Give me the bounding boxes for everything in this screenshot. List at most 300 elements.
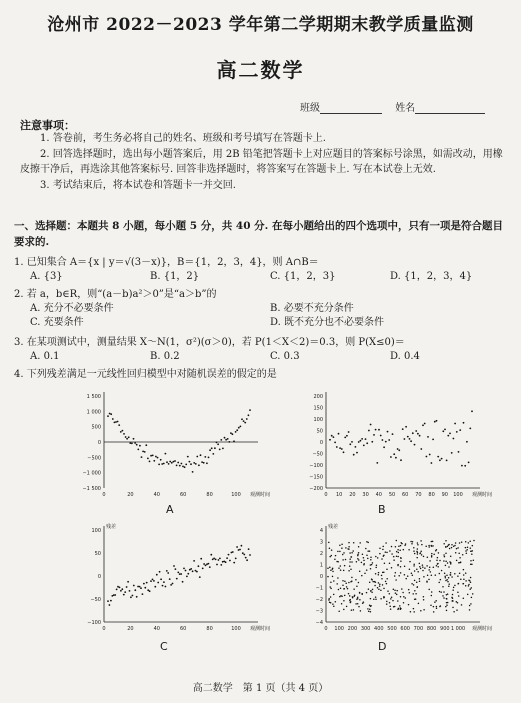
residual-point — [420, 610, 422, 612]
x-tick-label: 40 — [375, 492, 382, 498]
residual-point — [349, 595, 351, 597]
residual-point — [445, 553, 447, 555]
residual-point — [425, 546, 427, 548]
residual-point — [437, 563, 439, 565]
option-d[interactable]: D. 0.4 — [390, 351, 420, 362]
residual-point — [449, 574, 451, 576]
residual-point — [329, 586, 331, 588]
residual-point — [416, 581, 418, 583]
residual-point — [427, 557, 429, 559]
residual-point — [466, 553, 468, 555]
residual-point — [388, 439, 390, 441]
residual-point — [390, 598, 392, 600]
residual-point — [369, 581, 371, 583]
residual-point — [370, 568, 372, 570]
residual-point — [176, 578, 178, 580]
option-d[interactable]: D. {1，2，3，4} — [390, 271, 473, 282]
residual-point — [203, 563, 205, 565]
residual-point — [139, 445, 141, 447]
residual-point — [445, 565, 447, 567]
residual-point — [440, 591, 442, 593]
residual-point — [379, 548, 381, 550]
residual-point — [371, 564, 373, 566]
residual-point — [377, 587, 379, 589]
residual-point — [376, 564, 378, 566]
residual-point — [407, 575, 409, 577]
residual-point — [470, 550, 472, 552]
residual-point — [469, 605, 471, 607]
residual-point — [472, 550, 474, 552]
residual-point — [444, 556, 446, 558]
residual-point — [330, 596, 332, 598]
residual-point — [398, 575, 400, 577]
residual-point — [355, 603, 357, 605]
question-3-stem: 3. 在某项测试中，测量结果 X～N(1，σ²)(σ＞0)，若 P(1＜X＜2)＝0.3，则 P(X≤0)＝ — [14, 337, 405, 348]
residual-point — [172, 583, 174, 585]
residual-point — [445, 580, 447, 582]
residual-point — [242, 552, 244, 554]
residual-point — [136, 444, 138, 446]
residual-point — [363, 560, 365, 562]
residual-point — [352, 596, 354, 598]
residual-point — [373, 434, 375, 436]
residual-point — [431, 591, 433, 593]
residual-point — [114, 422, 116, 424]
residual-point — [214, 447, 216, 449]
residual-point — [333, 580, 335, 582]
residual-point — [129, 442, 131, 444]
residual-point — [401, 543, 403, 545]
residual-point — [456, 560, 458, 562]
residual-point — [340, 569, 342, 571]
residual-point — [348, 593, 350, 595]
residual-point — [454, 573, 456, 575]
residual-point — [421, 554, 423, 556]
residual-point — [243, 420, 245, 422]
residual-point — [339, 551, 341, 553]
residual-point — [239, 549, 241, 551]
residual-point — [161, 463, 163, 465]
residual-point — [349, 443, 351, 445]
residual-point — [382, 546, 384, 548]
residual-plot-a — [70, 388, 270, 500]
residual-point — [405, 578, 407, 580]
residual-point — [372, 562, 374, 564]
residual-point — [396, 594, 398, 596]
residual-point — [133, 585, 135, 587]
residual-point — [198, 565, 200, 567]
option-a[interactable]: A. {3} — [30, 271, 63, 282]
option-b[interactable]: B. 必要不充分条件 — [270, 303, 354, 314]
y-tick-label: 1 — [319, 562, 323, 569]
residual-point — [372, 581, 374, 583]
residual-point — [432, 439, 434, 441]
residual-point — [360, 440, 362, 442]
residual-point — [211, 447, 213, 449]
residual-point — [213, 558, 215, 560]
residual-point — [430, 571, 432, 573]
residual-point — [385, 551, 387, 553]
residual-point — [370, 559, 372, 561]
residual-point — [351, 556, 353, 558]
residual-point — [328, 598, 330, 600]
residual-point — [379, 553, 381, 555]
residual-point — [165, 586, 167, 588]
residual-point — [131, 443, 133, 445]
residual-point — [187, 456, 189, 458]
residual-point — [453, 611, 455, 613]
residual-point — [379, 584, 381, 586]
residual-point — [203, 462, 205, 464]
notice-heading: 注意事项： — [20, 119, 75, 132]
question-2-stem: 2. 若 a，b∈R，则“(a－b)a²＞0”是“a＞b”的 — [14, 289, 217, 300]
residual-point — [448, 566, 450, 568]
residual-point — [439, 573, 441, 575]
residual-point — [236, 546, 238, 548]
residual-point — [445, 546, 447, 548]
residual-point — [210, 554, 212, 556]
residual-point — [470, 547, 472, 549]
residual-point — [442, 430, 444, 432]
residual-point — [236, 429, 238, 431]
x-axis-label: 观测时间 — [249, 492, 270, 498]
residual-point — [187, 573, 189, 575]
residual-point — [447, 593, 449, 595]
residual-point — [391, 597, 393, 599]
residual-point — [431, 541, 433, 543]
residual-point — [123, 433, 125, 435]
residual-point — [397, 556, 399, 558]
residual-plot-c-svg — [70, 522, 270, 634]
residual-point — [353, 609, 355, 611]
residual-point — [451, 597, 453, 599]
residual-point — [439, 606, 441, 608]
residual-point — [351, 441, 353, 443]
residual-point — [374, 585, 376, 587]
residual-point — [382, 439, 384, 441]
residual-point — [399, 605, 401, 607]
residual-point — [402, 592, 404, 594]
residual-point — [382, 549, 384, 551]
residual-point — [445, 577, 447, 579]
y-tick-label: −50 — [90, 597, 101, 603]
residual-point — [162, 585, 164, 587]
residual-point — [450, 572, 452, 574]
residual-point — [458, 562, 460, 564]
class-blank[interactable] — [320, 103, 382, 114]
residual-point — [448, 577, 450, 579]
residual-point — [397, 448, 399, 450]
x-tick-label: 900 — [440, 626, 450, 632]
residual-point — [392, 433, 394, 435]
section-heading: 一、选择题：本题共 8 小题，每小题 5 分，共 40 分. 在每小题给出的四个选项中，只有一项是符合题目要求的. — [14, 220, 503, 248]
residual-point — [426, 581, 428, 583]
residual-point — [376, 462, 378, 464]
residual-point — [170, 584, 172, 586]
residual-point — [205, 565, 207, 567]
residual-point — [428, 569, 430, 571]
residual-point — [109, 604, 111, 606]
question-1-options — [30, 270, 510, 284]
residual-point — [400, 557, 402, 559]
residual-point — [431, 553, 433, 555]
option-a[interactable]: A. 0.1 — [30, 351, 60, 362]
residual-point — [414, 444, 416, 446]
residual-point — [352, 550, 354, 552]
residual-point — [114, 594, 116, 596]
residual-point — [437, 566, 439, 568]
residual-point — [208, 563, 210, 565]
residual-point — [370, 564, 372, 566]
residual-point — [459, 557, 461, 559]
residual-point — [344, 565, 346, 567]
residual-point — [110, 413, 112, 415]
residual-point — [419, 553, 421, 555]
residual-point — [348, 548, 350, 550]
residual-point — [142, 451, 144, 453]
residual-point — [336, 583, 338, 585]
residual-point — [332, 576, 334, 578]
residual-point — [200, 558, 202, 560]
residual-point — [333, 594, 335, 596]
y-tick-label: −1 500 — [82, 486, 101, 492]
residual-point — [241, 545, 243, 547]
residual-point — [130, 596, 132, 598]
residual-point — [380, 589, 382, 591]
residual-point — [468, 542, 470, 544]
residual-point — [359, 542, 361, 544]
residual-point — [446, 574, 448, 576]
residual-point — [413, 608, 415, 610]
option-c[interactable]: C. {1，2，3} — [270, 271, 336, 282]
residual-point — [177, 462, 179, 464]
residual-plot-a-svg — [70, 388, 270, 500]
y-tick-label: 100 — [313, 417, 323, 423]
residual-point — [357, 598, 359, 600]
residual-point — [431, 556, 433, 558]
residual-point — [456, 431, 458, 433]
residual-point — [436, 606, 438, 608]
residual-point — [338, 589, 340, 591]
residual-point — [224, 437, 226, 439]
residual-point — [220, 564, 222, 566]
notice-item: 3. 考试结束后，将本试卷和答题卡一并交回. — [40, 179, 236, 191]
residual-point — [468, 580, 470, 582]
residual-point — [219, 449, 221, 451]
option-c[interactable]: C. 0.3 — [270, 351, 300, 362]
residual-point — [459, 429, 461, 431]
residual-point — [441, 570, 443, 572]
residual-point — [343, 600, 345, 602]
residual-point — [378, 589, 380, 591]
residual-point — [366, 569, 368, 571]
question-1-stem: 1. 已知集合 A＝{x | y＝√(3－x)}，B＝{1，2，3，4}，则 A∩B＝ — [14, 257, 319, 268]
residual-point — [140, 587, 142, 589]
residual-point — [332, 571, 334, 573]
residual-point — [408, 549, 410, 551]
residual-point — [362, 554, 364, 556]
option-b[interactable]: B. 0.2 — [150, 351, 180, 362]
residual-point — [380, 435, 382, 437]
residual-point — [458, 595, 460, 597]
residual-point — [334, 558, 336, 560]
residual-point — [139, 586, 141, 588]
residual-point — [243, 554, 245, 556]
x-axis-label: 观测时间 — [249, 626, 270, 632]
residual-point — [400, 607, 402, 609]
residual-point — [171, 462, 173, 464]
residual-point — [228, 441, 230, 443]
y-tick-label: −100 — [309, 463, 323, 469]
residual-point — [361, 575, 363, 577]
x-tick-label: 80 — [428, 492, 435, 498]
residual-point — [196, 571, 198, 573]
residual-point — [430, 604, 432, 606]
x-tick-label: 0 — [102, 626, 106, 632]
name-blank[interactable] — [415, 103, 485, 114]
residual-point — [336, 561, 338, 563]
residual-plot-c — [70, 522, 270, 634]
residual-point — [429, 566, 431, 568]
residual-point — [384, 562, 386, 564]
residual-point — [402, 428, 404, 430]
residual-point — [109, 413, 111, 415]
x-tick-label: 0 — [102, 492, 106, 498]
x-tick-label: 40 — [153, 492, 160, 498]
residual-point — [429, 454, 431, 456]
residual-point — [413, 611, 415, 613]
residual-point — [382, 584, 384, 586]
option-b[interactable]: B. {1，2} — [150, 271, 200, 282]
residual-point — [403, 596, 405, 598]
x-tick-label: 100 — [231, 492, 241, 498]
residual-point — [393, 588, 395, 590]
residual-point — [378, 429, 380, 431]
residual-point — [407, 436, 409, 438]
residual-point — [361, 593, 363, 595]
residual-point — [141, 456, 143, 458]
residual-point — [411, 583, 413, 585]
residual-point — [458, 553, 460, 555]
residual-point — [337, 551, 339, 553]
residual-point — [358, 559, 360, 561]
residual-point — [405, 597, 407, 599]
residual-point — [217, 443, 219, 445]
residual-plot-b — [292, 388, 492, 500]
residual-point — [397, 600, 399, 602]
residual-point — [437, 456, 439, 458]
residual-point — [427, 436, 429, 438]
residual-point — [341, 544, 343, 546]
residual-point — [356, 452, 358, 454]
residual-point — [368, 588, 370, 590]
residual-point — [354, 594, 356, 596]
residual-point — [126, 438, 128, 440]
residual-point — [453, 587, 455, 589]
residual-point — [238, 427, 240, 429]
residual-point — [365, 438, 367, 440]
residual-point — [329, 566, 331, 568]
residual-point — [403, 602, 405, 604]
residual-point — [160, 459, 162, 461]
residual-point — [393, 556, 395, 558]
residual-point — [331, 549, 333, 551]
residual-point — [471, 410, 473, 412]
residual-point — [375, 429, 377, 431]
y-tick-label: −1 000 — [82, 470, 101, 477]
residual-point — [153, 580, 155, 582]
residual-point — [124, 591, 126, 593]
residual-point — [327, 568, 329, 570]
residual-point — [386, 552, 388, 554]
residual-point — [470, 582, 472, 584]
residual-point — [435, 600, 437, 602]
y-tick-label: 4 — [319, 528, 323, 534]
residual-point — [339, 596, 341, 598]
residual-point — [469, 428, 471, 430]
residual-point — [452, 607, 454, 609]
residual-point — [368, 610, 370, 612]
residual-point — [448, 586, 450, 588]
residual-point — [428, 579, 430, 581]
option-a[interactable]: A. 充分不必要条件 — [30, 303, 114, 314]
residual-point — [245, 557, 247, 559]
residual-point — [349, 561, 351, 563]
residual-point — [350, 568, 352, 570]
x-tick-label: 100 — [231, 626, 241, 632]
residual-point — [439, 459, 441, 461]
option-d[interactable]: D. 既不充分也不必要条件 — [270, 317, 385, 328]
residual-point — [413, 564, 415, 566]
residual-point — [449, 433, 451, 435]
residual-point — [410, 541, 412, 543]
residual-point — [118, 424, 120, 426]
y-tick-label: −4 — [315, 620, 323, 626]
residual-point — [455, 542, 457, 544]
option-c[interactable]: C. 充要条件 — [30, 317, 84, 328]
y-tick-label: −200 — [309, 486, 323, 492]
residual-point — [417, 542, 419, 544]
residual-point — [149, 590, 151, 592]
residual-point — [145, 444, 147, 446]
residual-point — [385, 441, 387, 443]
residual-point — [229, 560, 231, 562]
residual-point — [328, 542, 330, 544]
residual-point — [159, 571, 161, 573]
residual-point — [409, 592, 411, 594]
residual-point — [366, 442, 368, 444]
residual-point — [454, 585, 456, 587]
x-tick-label: 800 — [426, 626, 437, 632]
residual-point — [375, 596, 377, 598]
residual-point — [466, 549, 468, 551]
x-tick-label: 40 — [153, 626, 160, 632]
y-tick-label: 1 500 — [86, 394, 101, 400]
residual-point — [424, 423, 426, 425]
residual-point — [155, 456, 157, 458]
residual-point — [351, 609, 353, 611]
residual-point — [177, 572, 179, 574]
residual-point — [430, 545, 432, 547]
residual-point — [400, 572, 402, 574]
residual-point — [120, 590, 122, 592]
residual-point — [366, 555, 368, 557]
residual-point — [449, 561, 451, 563]
residual-point — [215, 559, 217, 561]
residual-point — [344, 437, 346, 439]
residual-point — [428, 589, 430, 591]
residual-point — [389, 602, 391, 604]
